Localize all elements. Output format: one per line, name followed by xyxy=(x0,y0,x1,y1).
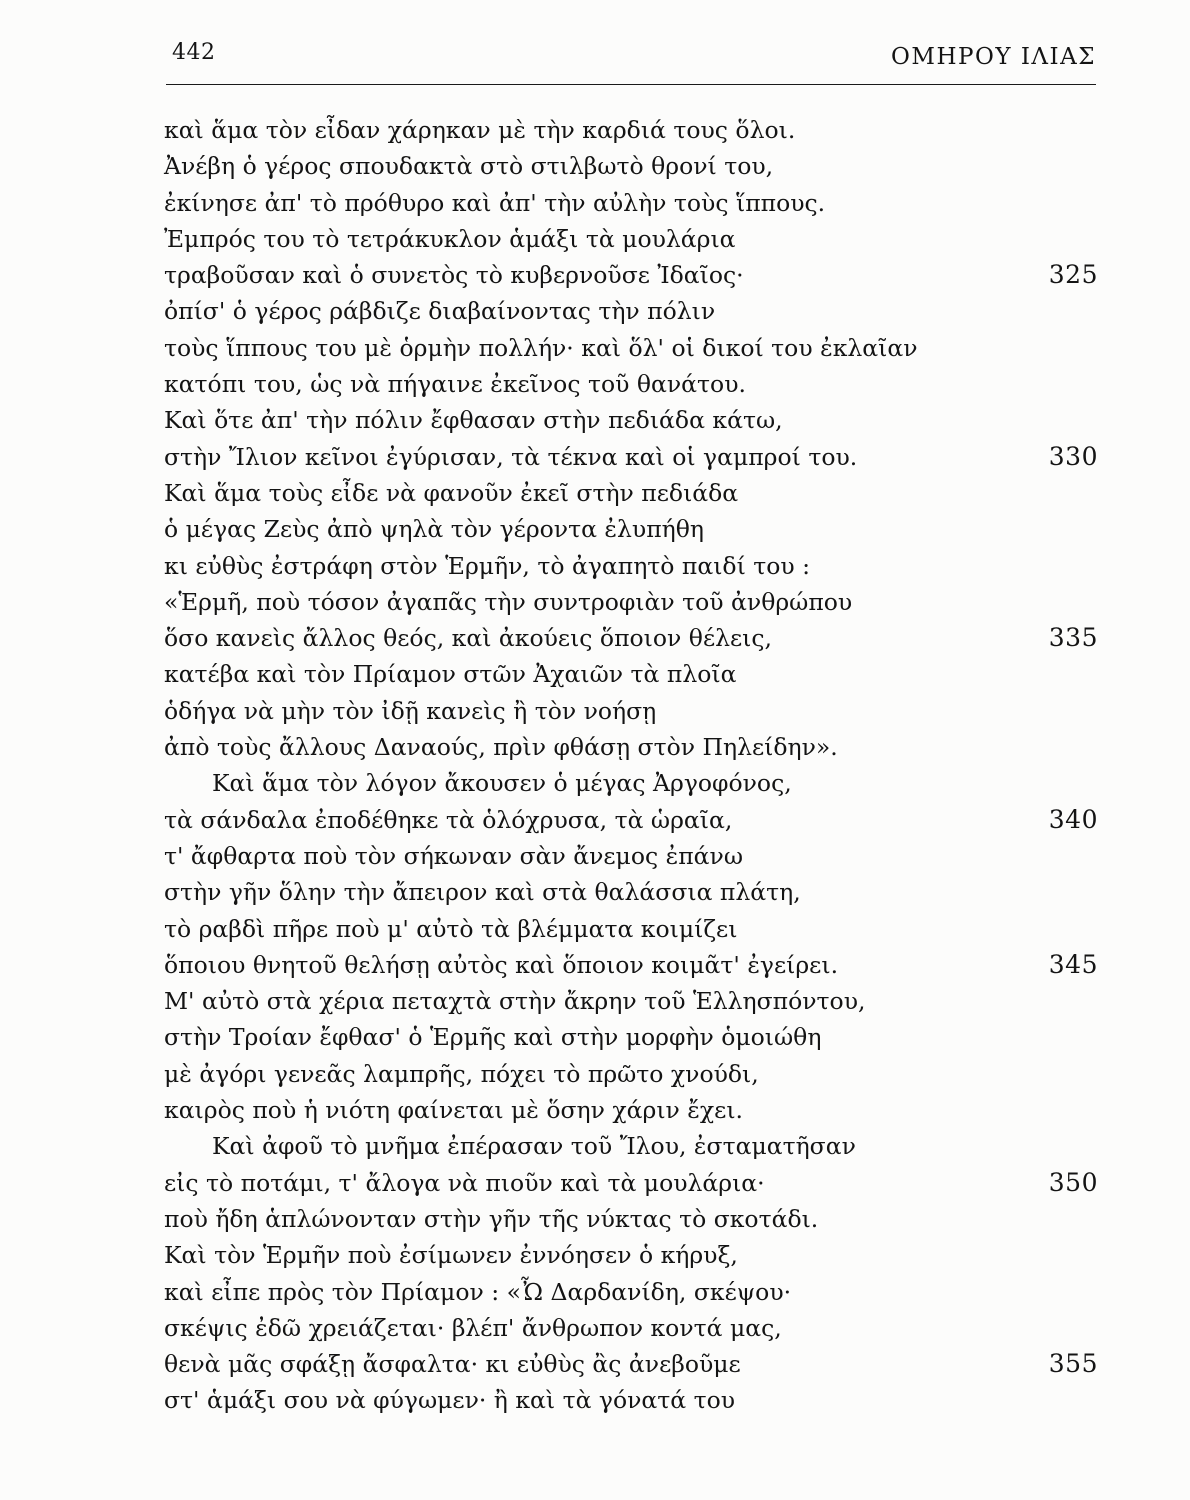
verse-line xyxy=(0,1056,1190,1092)
verse-text: εἰς τὸ ποτάμι, τ' ἄλογα νὰ πιοῦν καὶ τὰ μουλάρια· xyxy=(164,1168,765,1197)
verse-line xyxy=(0,802,1190,838)
verse-line xyxy=(0,656,1190,692)
verse-line xyxy=(0,1019,1190,1055)
verse-text: Καὶ ἅμα τοὺς εἶδε νὰ φανοῦν ἐκεῖ στὴν πεδιάδα xyxy=(164,478,739,507)
verse-text: σκέψις ἐδῶ χρειάζεται· βλέπ' ἄνθρωπον κοντά μας, xyxy=(164,1313,782,1342)
verse-text: τ' ἄφθαρτα ποὺ τὸν σήκωναν σὰν ἄνεμος ἐπάνω xyxy=(164,841,743,870)
verse-text: «Ἑρμῆ, ποὺ τόσον ἀγαπᾶς τὴν συντροφιὰν τοῦ ἀνθρώπου xyxy=(164,587,853,616)
verse-line xyxy=(0,112,1190,148)
verse-line xyxy=(0,765,1190,801)
verse-line xyxy=(0,475,1190,511)
page-number: 442 xyxy=(172,40,216,65)
verse-text: ὅποιου θνητοῦ θελήσῃ αὐτὸς καὶ ὅποιον κοιμᾶτ' ἐγείρει. xyxy=(164,950,839,979)
line-number: 335 xyxy=(1048,623,1098,653)
verse-text: στὴν Ἴλιον κεῖνοι ἐγύρισαν, τὰ τέκνα καὶ οἱ γαμπροί του. xyxy=(164,442,858,471)
line-number: 330 xyxy=(1048,441,1098,471)
verse-text: Ἐμπρός του τὸ τετράκυκλον ἁμάξι τὰ μουλάρια xyxy=(164,224,736,253)
verse-text: ὅσο κανεὶς ἄλλος θεός, καὶ ἀκούεις ὅποιον θέλεις, xyxy=(164,624,773,653)
verse-text: κατόπι του, ὡς νὰ πήγαινε ἐκεῖνος τοῦ θανάτου. xyxy=(164,370,746,399)
verse-text: Καὶ ἅμα τὸν λόγον ἄκουσεν ὁ μέγας Ἀργοφόνος, xyxy=(212,769,792,798)
verse-line xyxy=(0,330,1190,366)
verse-text: Ἀνέβη ὁ γέρος σπουδακτὰ στὸ στιλβωτὸ θρονί του, xyxy=(164,152,774,181)
verse-line xyxy=(0,1310,1190,1346)
verse-line xyxy=(0,293,1190,329)
verse-line xyxy=(0,439,1190,475)
verse-text: ὁ μέγας Ζεὺς ἀπὸ ψηλὰ τὸν γέροντα ἐλυπήθη xyxy=(164,515,704,544)
verse-text: ὁδήγα νὰ μὴν τὸν ἰδῇ κανεὶς ἢ τὸν νοήσῃ xyxy=(164,696,657,725)
verse-text: ἀπὸ τοὺς ἄλλους Δαναούς, πρὶν φθάσῃ στὸν Πηλείδην». xyxy=(164,733,838,762)
verse-line xyxy=(0,402,1190,438)
verse-text: τὸ ραβδὶ πῆρε ποὺ μ' αὐτὸ τὰ βλέμματα κοιμίζει xyxy=(164,914,738,943)
verse-text: θενὰ μᾶς σφάξῃ ἄσφαλτα· κι εὐθὺς ἂς ἀνεβοῦμε xyxy=(164,1350,741,1379)
verse-text: Καὶ ἀφοῦ τὸ μνῆμα ἐπέρασαν τοῦ Ἴλου, ἐσταματῆσαν xyxy=(212,1132,856,1161)
verse-line xyxy=(0,511,1190,547)
verse-line xyxy=(0,185,1190,221)
verse-line xyxy=(0,366,1190,402)
verse-line xyxy=(0,1165,1190,1201)
verse-text: μὲ ἀγόρι γενεᾶς λαμπρῆς, πόχει τὸ πρῶτο χνούδι, xyxy=(164,1059,759,1088)
verse-text: Μ' αὐτὸ στὰ χέρια πεταχτὰ στὴν ἄκρην τοῦ Ἑλλησπόντου, xyxy=(164,987,866,1016)
verse-text: τραβοῦσαν καὶ ὁ συνετὸς τὸ κυβερνοῦσε Ἰδαῖος· xyxy=(164,261,744,290)
verse-line xyxy=(0,729,1190,765)
verse-text: στὴν Τροίαν ἔφθασ' ὁ Ἑρμῆς καὶ στὴν μορφὴν ὁμοιώθη xyxy=(164,1023,822,1052)
verse-line xyxy=(0,874,1190,910)
verse-line xyxy=(0,1201,1190,1237)
verse-line xyxy=(0,1274,1190,1310)
verse-text: κατέβα καὶ τὸν Πρίαμον στῶν Ἀχαιῶν τὰ πλοῖα xyxy=(164,660,737,689)
verse-text: Καὶ τὸν Ἑρμῆν ποὺ ἐσίμωνεν ἐννόησεν ὁ κήρυξ, xyxy=(164,1241,738,1270)
verse-text: ὀπίσ' ὁ γέρος ράβδιζε διαβαίνοντας τὴν πόλιν xyxy=(164,297,716,326)
running-title: ΟΜΗΡΟΥ ΙΛΙΑΣ xyxy=(891,44,1096,70)
verse-line xyxy=(0,983,1190,1019)
line-number: 325 xyxy=(1048,260,1098,290)
verse-text: κι εὐθὺς ἐστράφη στὸν Ἑρμῆν, τὸ ἀγαπητὸ παιδί του : xyxy=(164,551,811,580)
verse-line xyxy=(0,1237,1190,1273)
verse-line xyxy=(0,911,1190,947)
verse-line xyxy=(0,584,1190,620)
verse-text: καὶ εἶπε πρὸς τὸν Πρίαμον : «Ὦ Δαρδανίδη, σκέψου· xyxy=(164,1277,792,1306)
verse-text: Καὶ ὅτε ἀπ' τὴν πόλιν ἔφθασαν στὴν πεδιάδα κάτω, xyxy=(164,406,783,435)
verse-line xyxy=(0,1092,1190,1128)
verse-line xyxy=(0,838,1190,874)
verse-line xyxy=(0,1382,1190,1418)
line-number: 350 xyxy=(1048,1167,1098,1197)
verse-line xyxy=(0,947,1190,983)
verse-text: καὶ ἅμα τὸν εἶδαν χάρηκαν μὲ τὴν καρδιά τους ὅλοι. xyxy=(164,116,796,144)
line-number: 340 xyxy=(1048,804,1098,834)
verse-line xyxy=(0,620,1190,656)
verse-line xyxy=(0,221,1190,257)
line-number: 355 xyxy=(1048,1349,1098,1379)
verse-text: καιρὸς ποὺ ἡ νιότη φαίνεται μὲ ὅσην χάριν ἔχει. xyxy=(164,1096,743,1125)
poem-text xyxy=(0,112,1190,1419)
verse-line xyxy=(0,257,1190,293)
verse-line xyxy=(0,1128,1190,1164)
verse-text: ἐκίνησε ἀπ' τὸ πρόθυρο καὶ ἀπ' τὴν αὐλὴν τοὺς ἵππους. xyxy=(164,188,826,217)
verse-line xyxy=(0,693,1190,729)
verse-text: ποὺ ἤδη ἁπλώνονταν στὴν γῆν τῆς νύκτας τὸ σκοτάδι. xyxy=(164,1204,819,1233)
verse-line xyxy=(0,1346,1190,1382)
line-number: 345 xyxy=(1048,949,1098,979)
verse-text: στὴν γῆν ὅλην τὴν ἄπειρον καὶ στὰ θαλάσσια πλάτη, xyxy=(164,878,801,907)
verse-line xyxy=(0,148,1190,184)
verse-text: τοὺς ἵππους του μὲ ὁρμὴν πολλήν· καὶ ὅλ' οἱ δικοί του ἐκλαῖαν xyxy=(164,333,918,362)
verse-line xyxy=(0,548,1190,584)
verse-text: τὰ σάνδαλα ἐποδέθηκε τὰ ὁλόχρυσα, τὰ ὡραῖα, xyxy=(164,805,733,834)
header-rule xyxy=(166,84,1096,85)
verse-text: στ' ἁμάξι σου νὰ φύγωμεν· ἢ καὶ τὰ γόνατά του xyxy=(164,1386,736,1415)
